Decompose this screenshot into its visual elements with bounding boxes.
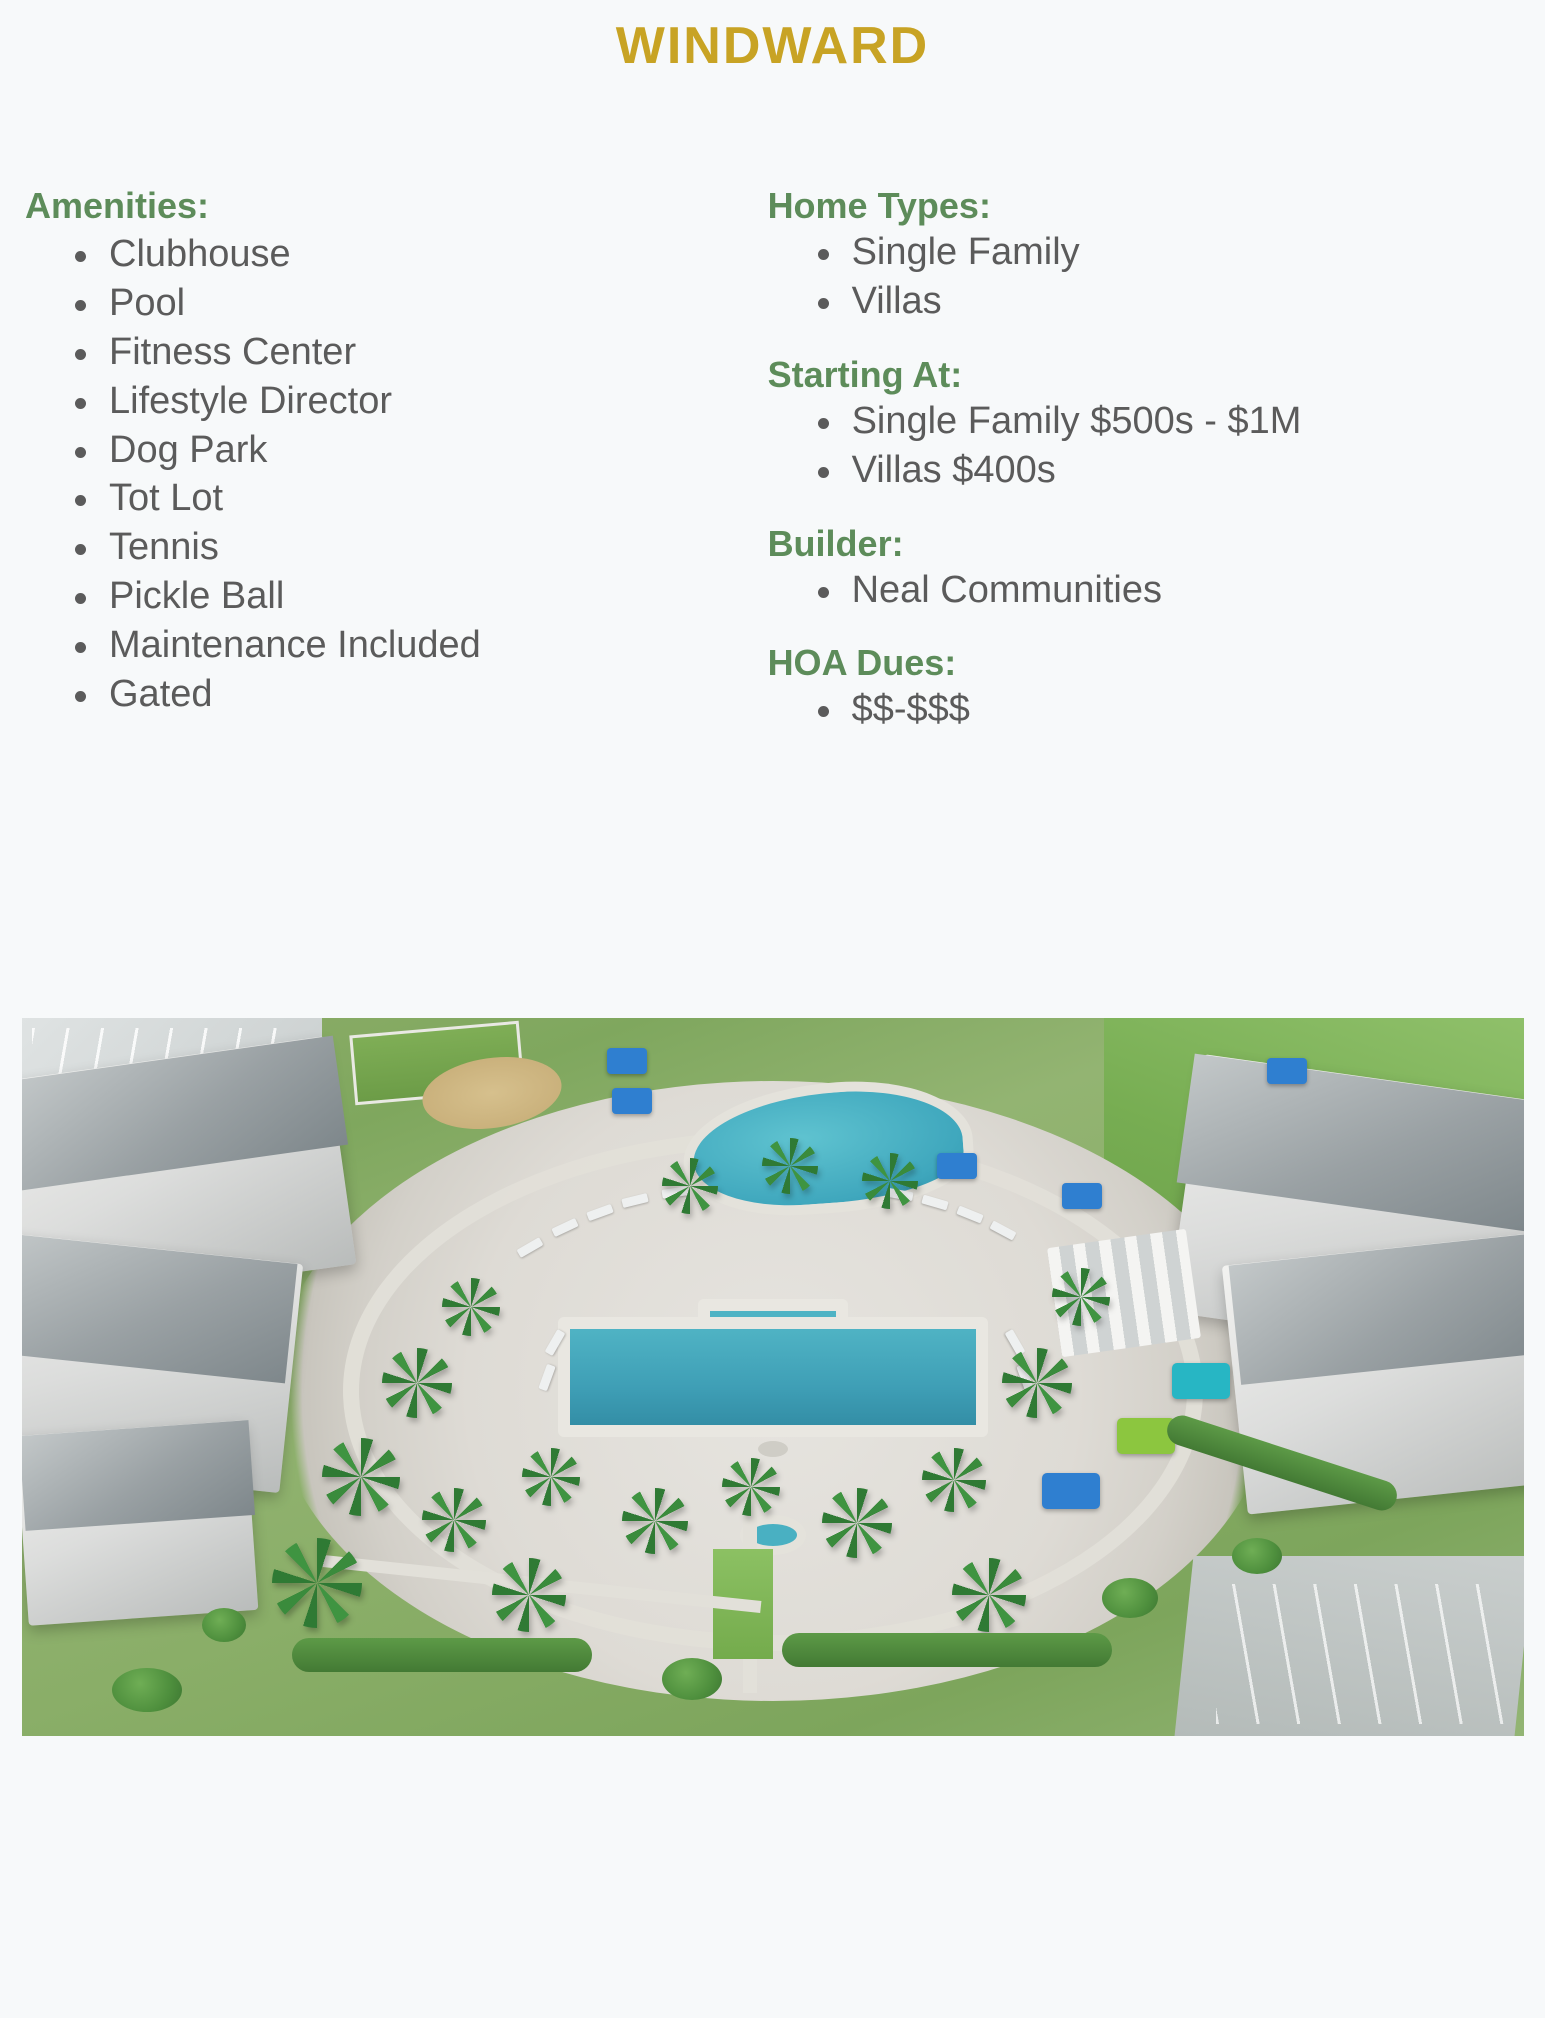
builder-list (768, 568, 1525, 613)
cabana-blue-5 (1062, 1183, 1102, 1209)
list-item: Pickle Ball (67, 574, 748, 619)
shrub (202, 1608, 246, 1642)
palm-tree (272, 1538, 362, 1628)
left-column (20, 183, 748, 720)
hoa-dues-heading: HOA Dues: (767, 642, 957, 684)
list-item: Single Family $500s - $1M (810, 399, 1525, 444)
palm-tree (952, 1558, 1026, 1632)
palm-tree (442, 1278, 500, 1336)
fountain (758, 1441, 788, 1457)
hoa-dues-list (768, 687, 1525, 732)
list-item: Single Family (810, 230, 1525, 275)
palm-tree (322, 1438, 400, 1516)
starting-at-section (768, 352, 1525, 493)
builder-heading: Builder: (767, 522, 904, 564)
list-item: Gated (67, 672, 748, 717)
cabana-blue-1 (607, 1048, 647, 1074)
cabana-blue-6 (1042, 1473, 1100, 1509)
list-item: Tennis (67, 525, 748, 570)
list-item: Villas (810, 279, 1525, 324)
list-item: $$-$$$ (810, 687, 1525, 732)
right-column (748, 183, 1525, 736)
palm-tree (822, 1488, 892, 1558)
shrub (112, 1668, 182, 1712)
hedge-row (782, 1633, 1112, 1667)
home-types-list (768, 230, 1525, 324)
parking-stripes-right (1216, 1584, 1506, 1724)
list-item: Lifestyle Director (67, 379, 748, 424)
palm-tree (862, 1153, 918, 1209)
cabana-blue-4 (937, 1153, 977, 1179)
shrub (1102, 1578, 1158, 1618)
cabana-blue-2 (1267, 1058, 1307, 1084)
amenities-section (25, 183, 748, 716)
palm-tree (922, 1448, 986, 1512)
amenities-heading: Amenities: (25, 185, 210, 227)
hedge-row (292, 1638, 592, 1672)
home-types-section (768, 183, 1525, 324)
community-photo (22, 1018, 1524, 1736)
palm-tree (762, 1138, 818, 1194)
flyer-page (0, 18, 1545, 2018)
roof-west-3 (22, 1420, 255, 1531)
shrub (662, 1658, 722, 1700)
starting-at-heading: Starting At: (767, 353, 963, 395)
lap-pool (558, 1317, 988, 1437)
palm-tree (422, 1488, 486, 1552)
cabana-teal-1 (1172, 1363, 1230, 1399)
palm-tree (522, 1448, 580, 1506)
content-columns (0, 183, 1545, 736)
list-item: Pool (67, 281, 748, 326)
builder-section (768, 521, 1525, 613)
list-item: Tot Lot (67, 476, 748, 521)
list-item: Neal Communities (810, 568, 1525, 613)
palm-tree (1052, 1268, 1110, 1326)
hoa-dues-section (768, 640, 1525, 732)
palm-tree (492, 1558, 566, 1632)
palm-tree (1002, 1348, 1072, 1418)
shrub (1232, 1538, 1282, 1574)
list-item: Maintenance Included (67, 623, 748, 668)
list-item: Villas $400s (810, 448, 1525, 493)
page-title: WINDWARD (615, 17, 930, 75)
starting-at-list (768, 399, 1525, 493)
home-types-heading: Home Types: (767, 185, 991, 227)
cabana-blue-3 (612, 1088, 652, 1114)
palm-tree (662, 1158, 718, 1214)
palm-tree (382, 1348, 452, 1418)
palm-tree (622, 1488, 688, 1554)
amenities-list (25, 232, 748, 716)
list-item: Clubhouse (67, 232, 748, 277)
aerial-resort-illustration (22, 1018, 1524, 1736)
list-item: Fitness Center (67, 330, 748, 375)
list-item: Dog Park (67, 428, 748, 473)
palm-tree (722, 1458, 780, 1516)
cabana-green-1 (1117, 1418, 1175, 1454)
